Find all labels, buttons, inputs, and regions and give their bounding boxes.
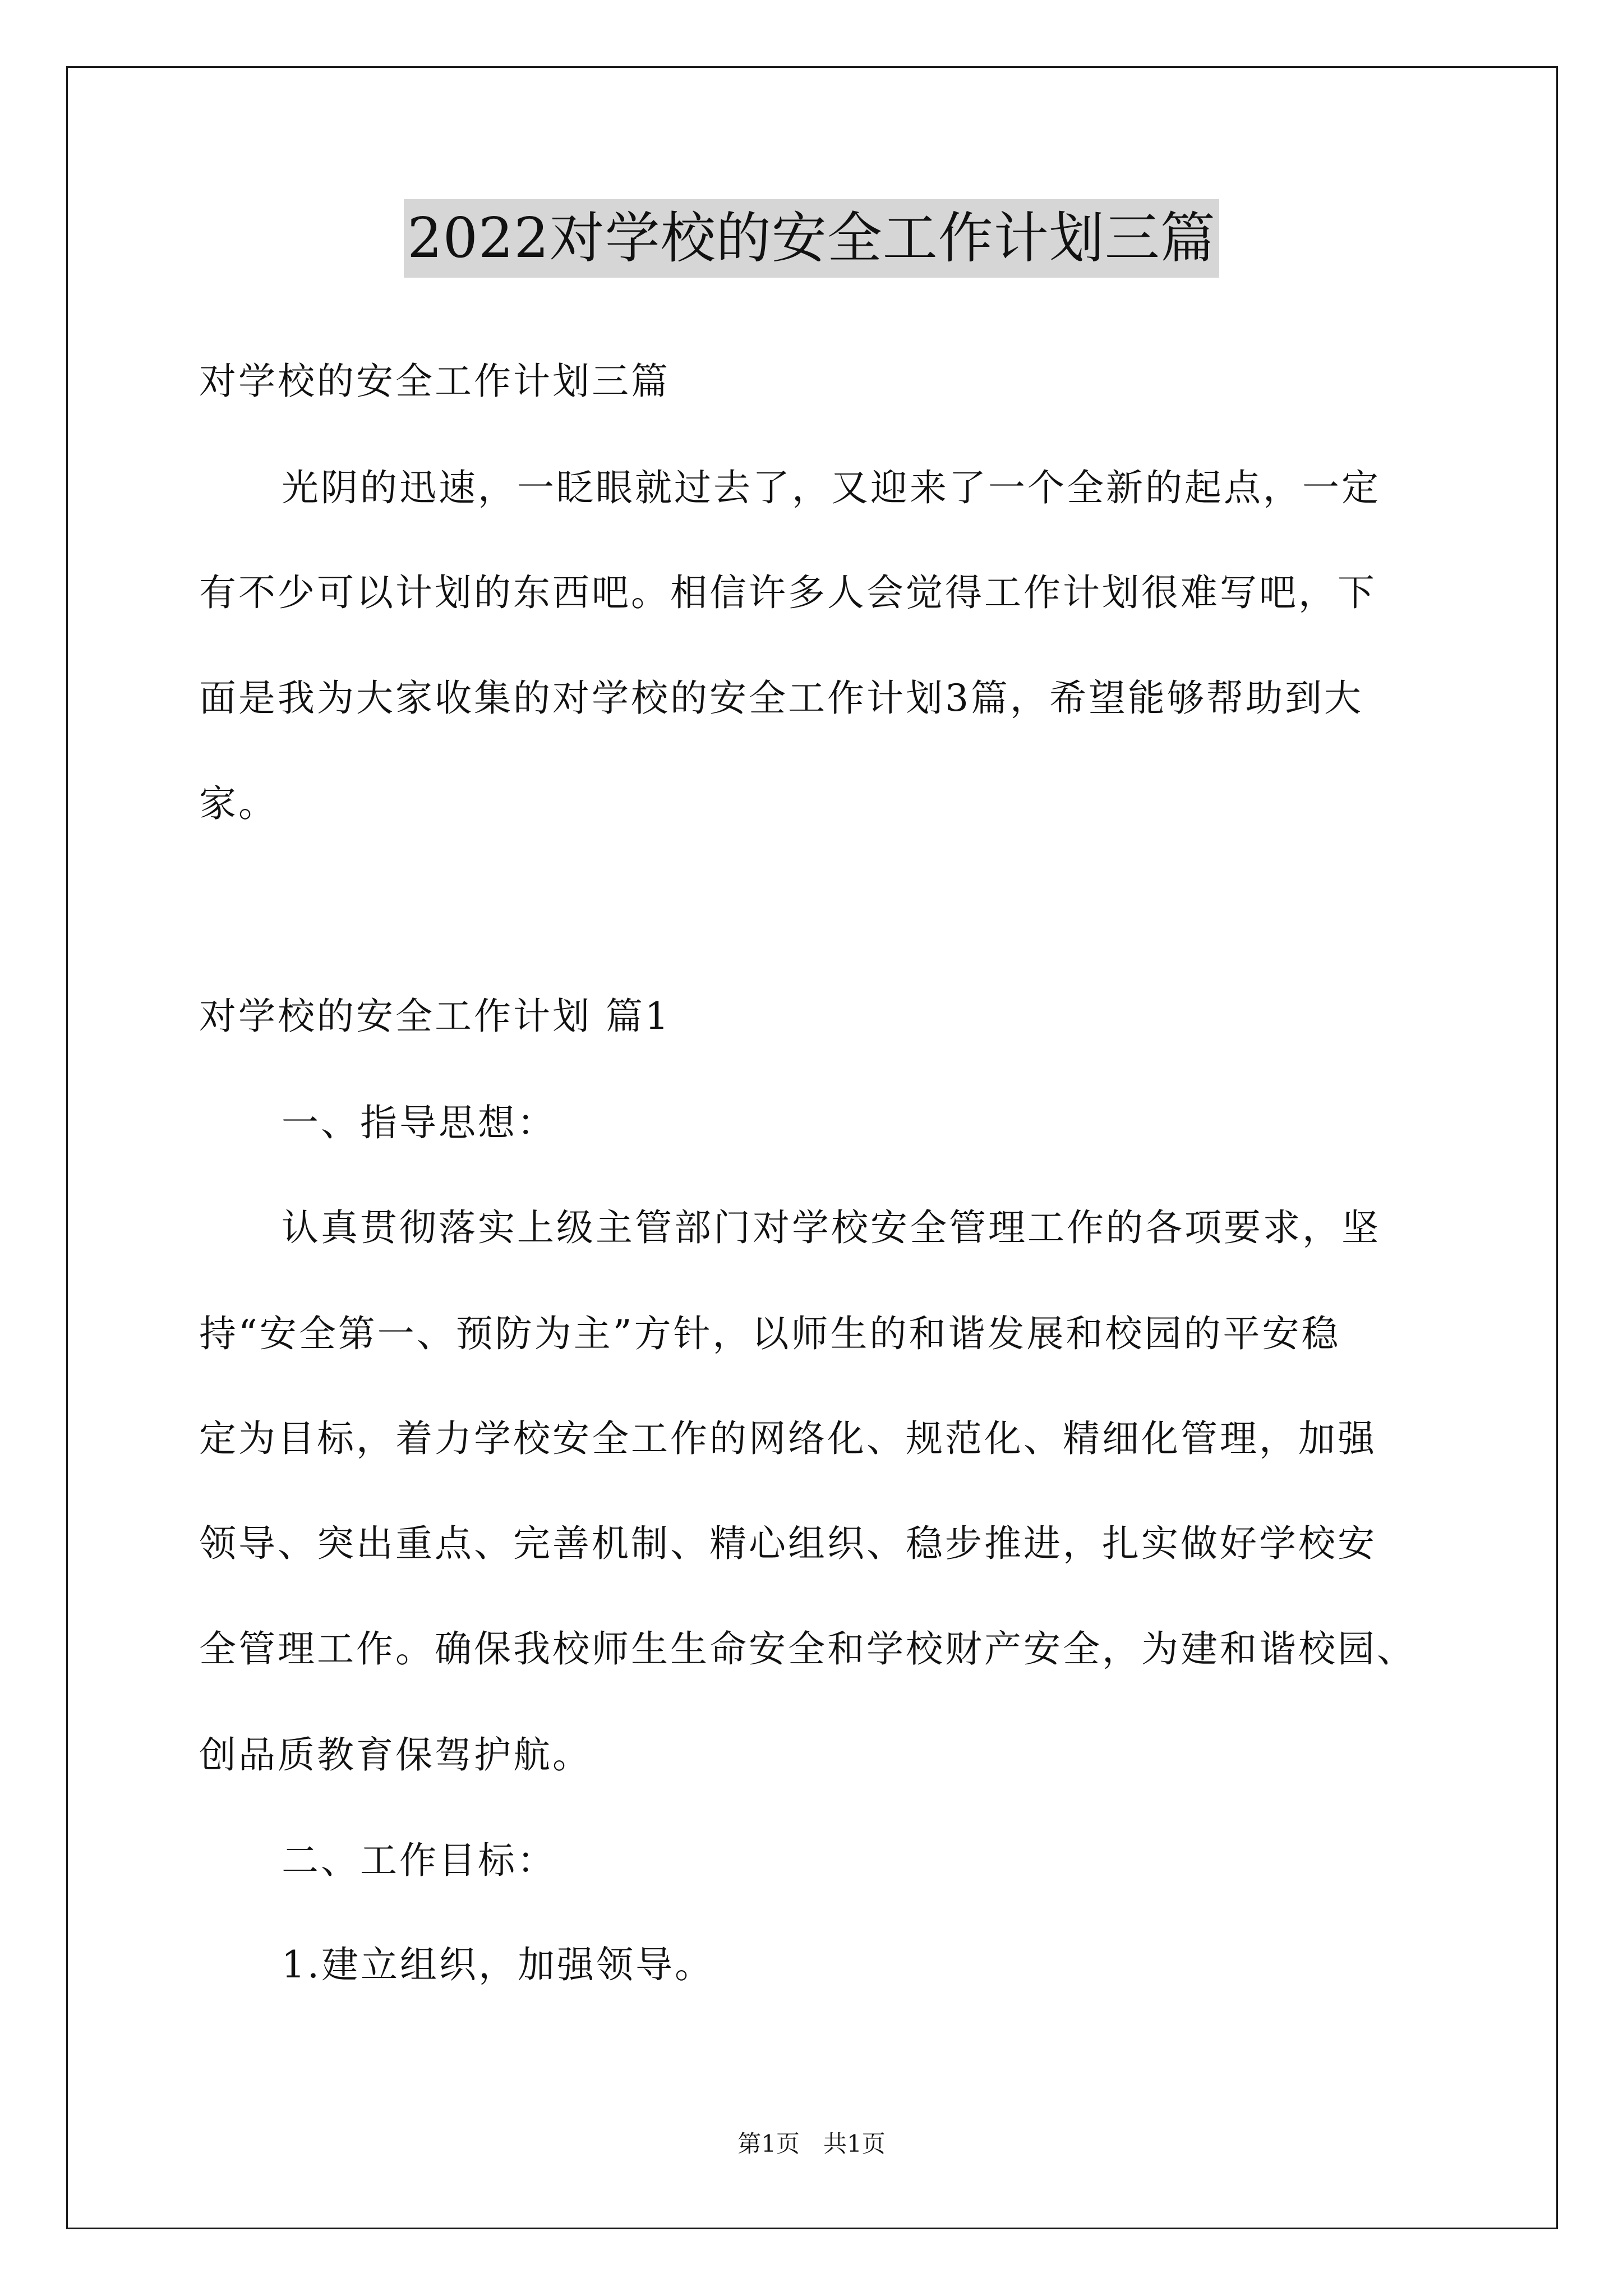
body-line-4: 领导、突出重点、完善机制、精心组织、稳步推进，扎实做好学校安 [199, 1522, 1377, 1565]
subtitle-line: 对学校的安全工作计划三篇 [199, 360, 670, 403]
heading-work-goals: 二、工作目标： [282, 1839, 556, 1882]
body-line-1: 认真贯彻落实上级主管部门对学校安全管理工作的各项要求，坚 [282, 1206, 1381, 1249]
intro-line-2: 有不少可以计划的东西吧。相信许多人会觉得工作计划很难写吧，下 [199, 571, 1377, 614]
page-footer: 第1页 共1页 [737, 2130, 886, 2157]
intro-line-4: 家。 [199, 782, 278, 825]
body-line-3: 定为目标，着力学校安全工作的网络化、规范化、精细化管理，加强 [199, 1417, 1377, 1460]
body-line-5: 全管理工作。确保我校师生生命安全和学校财产安全，为建和谐校园、 [199, 1627, 1416, 1671]
intro-line-1: 光阴的迅速，一眨眼就过去了，又迎来了一个全新的起点，一定 [282, 466, 1381, 509]
list-item-1: 1.建立组织，加强领导。 [282, 1943, 714, 1986]
title-container [0, 199, 1623, 278]
heading-guiding-ideology: 一、指导思想： [282, 1101, 556, 1144]
section-heading: 对学校的安全工作计划 篇1 [199, 995, 671, 1038]
body-line-6: 创品质教育保驾护航。 [199, 1733, 592, 1777]
body-line-2: 持“安全第一、预防为主”方针，以师生的和谐发展和校园的平安稳 [199, 1312, 1341, 1355]
intro-line-3: 面是我为大家收集的对学校的安全工作计划3篇，希望能够帮助到大 [199, 677, 1363, 720]
document-title: 2022对学校的安全工作计划三篇 [404, 199, 1219, 278]
